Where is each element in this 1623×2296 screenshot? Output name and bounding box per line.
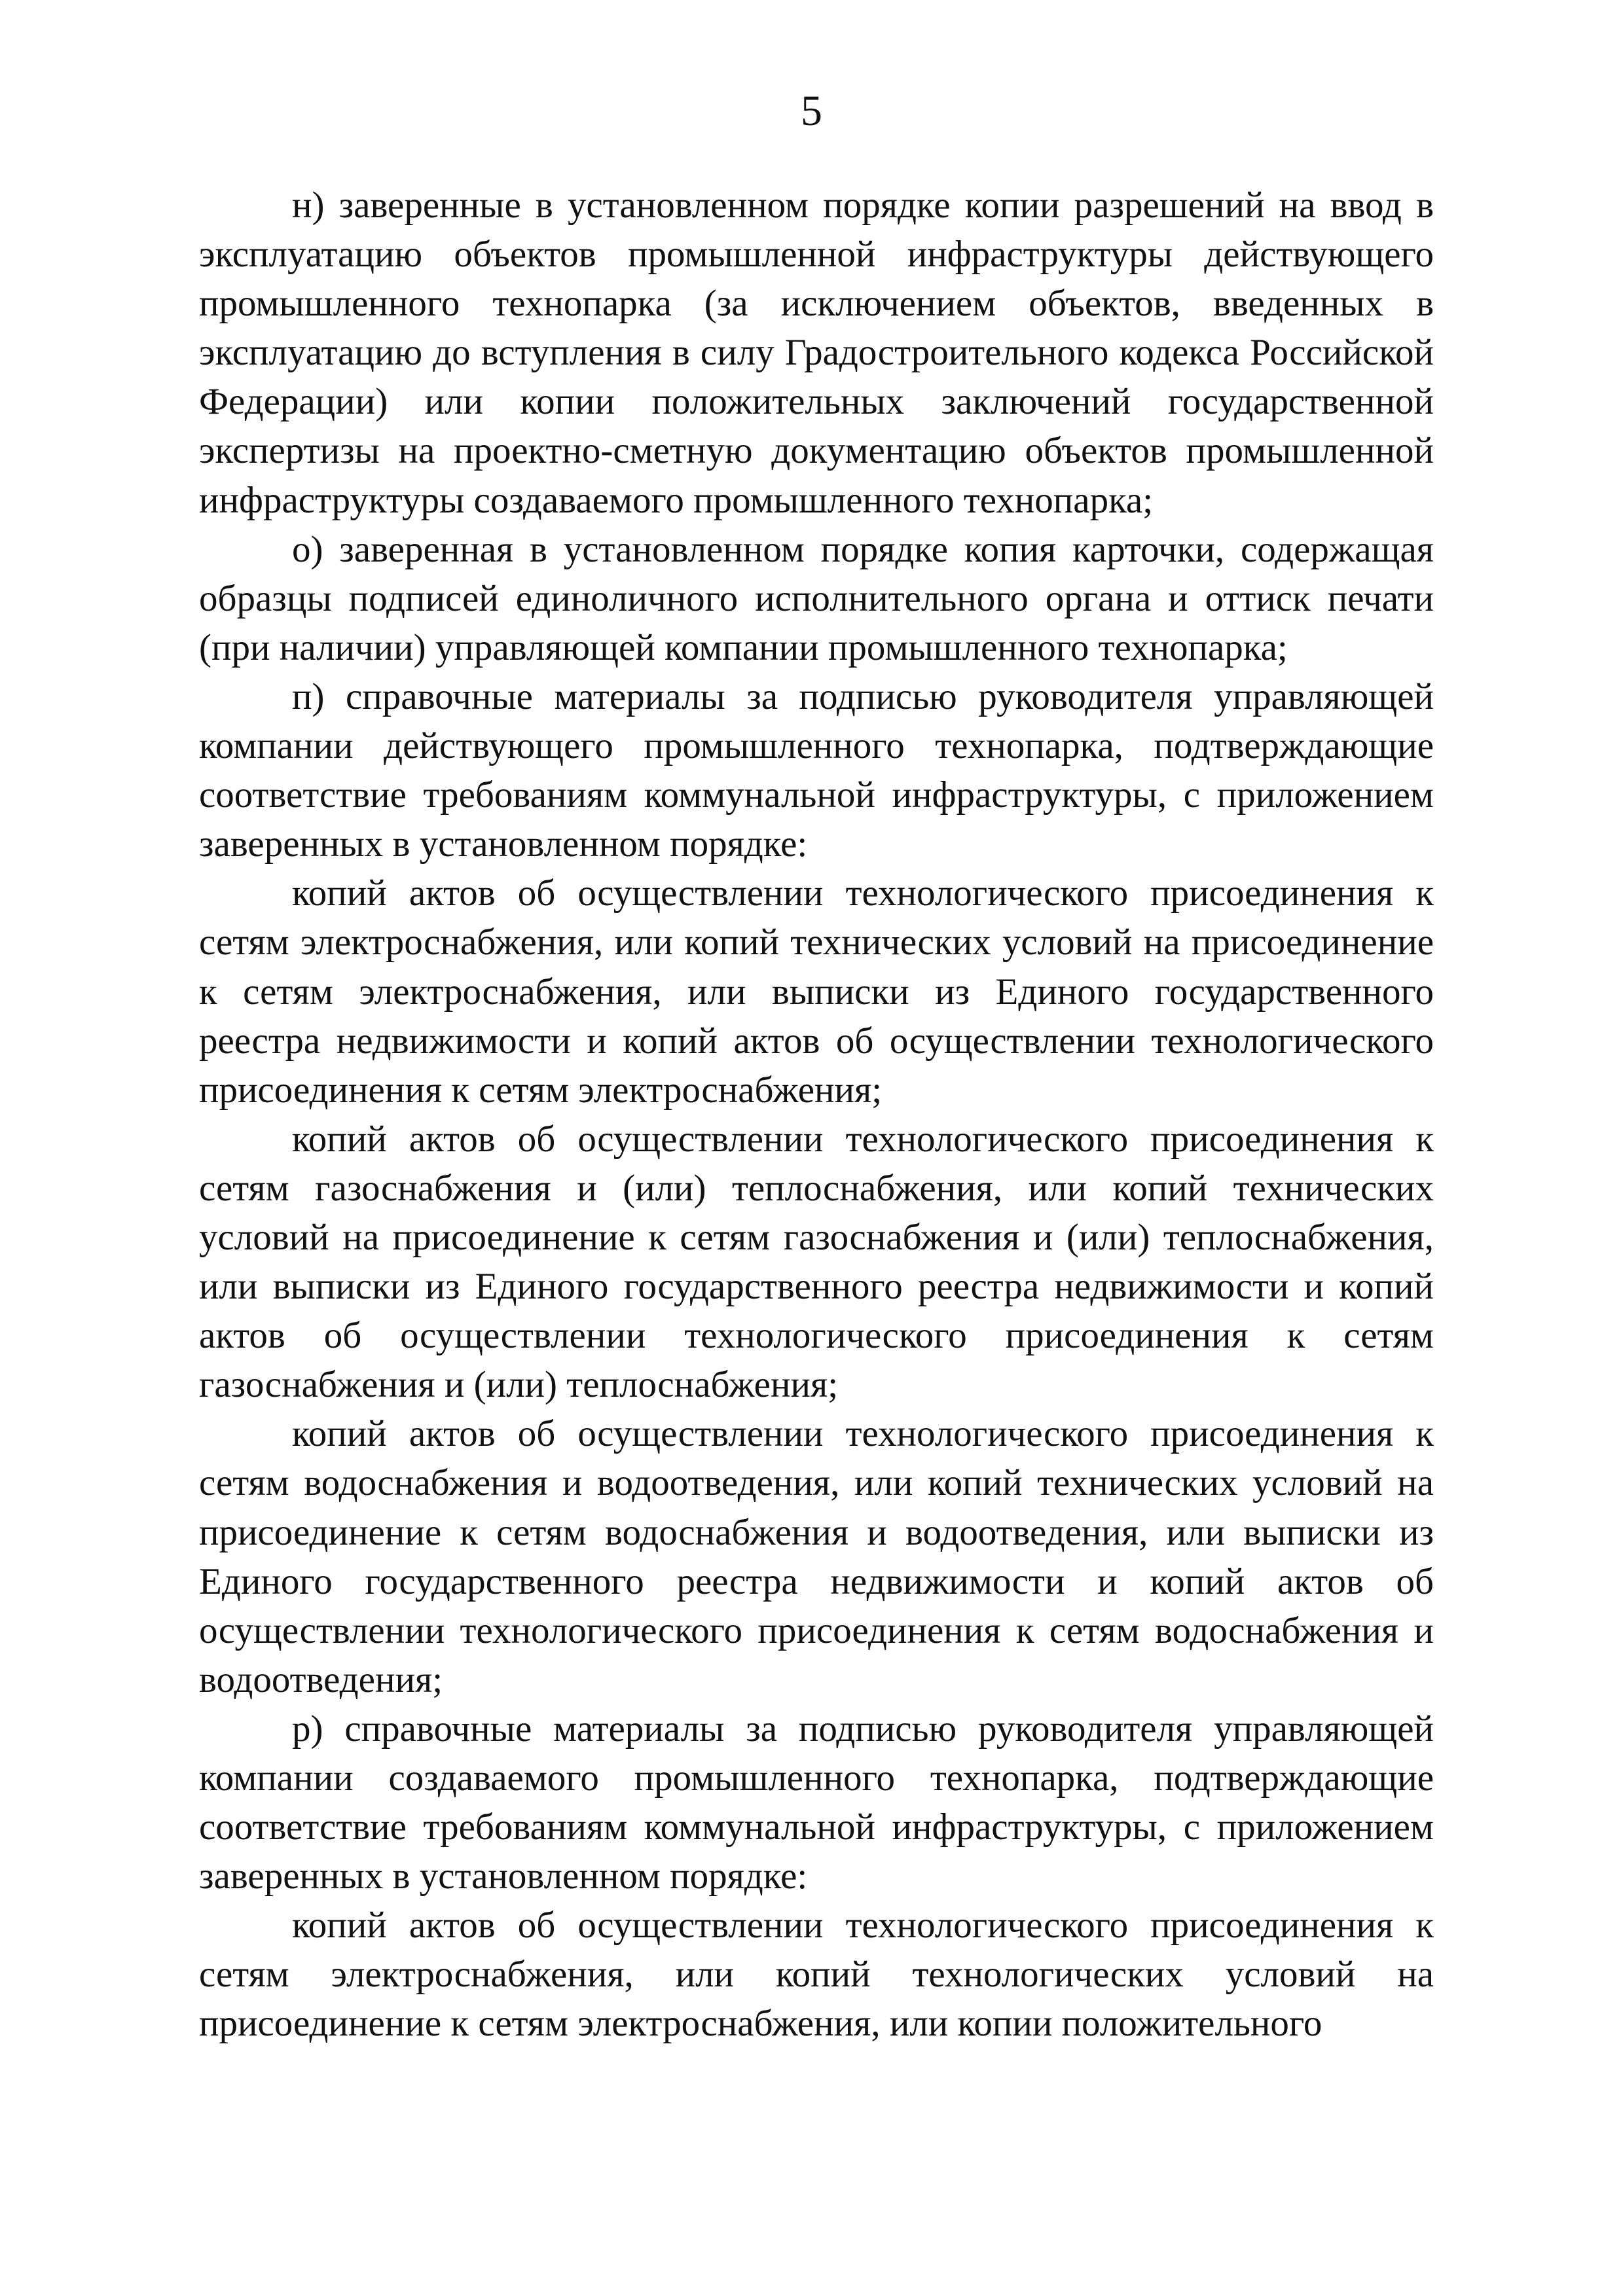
document-body <box>199 181 1434 2049</box>
paragraph-r-electricity-acts: копий актов об осуществлении технологического присоединения к сетям электроснабжения, или копий технологических условий на присоединение к сетям электроснабжения, или копии положительного <box>199 1905 1434 2045</box>
paragraph-p-gas-heat-acts: копий актов об осуществлении технологического присоединения к сетям газоснабжения и (или) теплоснабжения, или копий технических условий на присоединение к сетям газоснабжения и (или) теплоснабжения, или выписки из Единого государственного реестра недвижимости и копий актов об осуществлении технологического присоединения к сетям газоснабжения и (или) теплоснабжения; <box>199 1118 1434 1406</box>
paragraph-n-permits: н) заверенные в установленном порядке копии разрешений на ввод в эксплуатацию объектов промышленной инфраструктуры действующего промышленного технопарка (за исключением объектов, введенных в эксплуатацию до вступления в силу Градостроительного кодекса Российской Федерации) или копии положительных заключений государственной экспертизы на проектно-сметную документацию объектов промышленной инфраструктуры создаваемого промышленного технопарка; <box>199 185 1434 521</box>
paragraph-r-reference-materials: р) справочные материалы за подписью руководителя управляющей компании создаваемого промышленного технопарка, подтверждающие соответствие требованиям коммунальной инфраструктуры, с приложением заверенных в установленном порядке: <box>199 1708 1434 1897</box>
paragraph-p-water-acts: копий актов об осуществлении технологического присоединения к сетям водоснабжения и водоотведения, или копий технических условий на присоединение к сетям водоснабжения и водоотведения, или выписки из Единого государственного реестра недвижимости и копий актов об осуществлении технологического присоединения к сетям водоснабжения и водоотведения; <box>199 1413 1434 1700</box>
paragraph-p-reference-materials: п) справочные материалы за подписью руководителя управляющей компании действующего промышленного технопарка, подтверждающие соответствие требованиям коммунальной инфраструктуры, с приложением заверенных в установленном порядке: <box>199 675 1434 865</box>
paragraph-p-electricity-acts: копий актов об осуществлении технологического присоединения к сетям электроснабжения, или копий технических условий на присоединение к сетям электроснабжения, или выписки из Единого государственного реестра недвижимости и копий актов об осуществлении технологического присоединения к сетям электроснабжения; <box>199 872 1434 1111</box>
paragraph-o-signature-card: о) заверенная в установленном порядке копия карточки, содержащая образцы подписей единоличного исполнительного органа и оттиск печати (при наличии) управляющей компании промышленного технопарка; <box>199 528 1434 668</box>
page-number: 5 <box>801 87 822 135</box>
